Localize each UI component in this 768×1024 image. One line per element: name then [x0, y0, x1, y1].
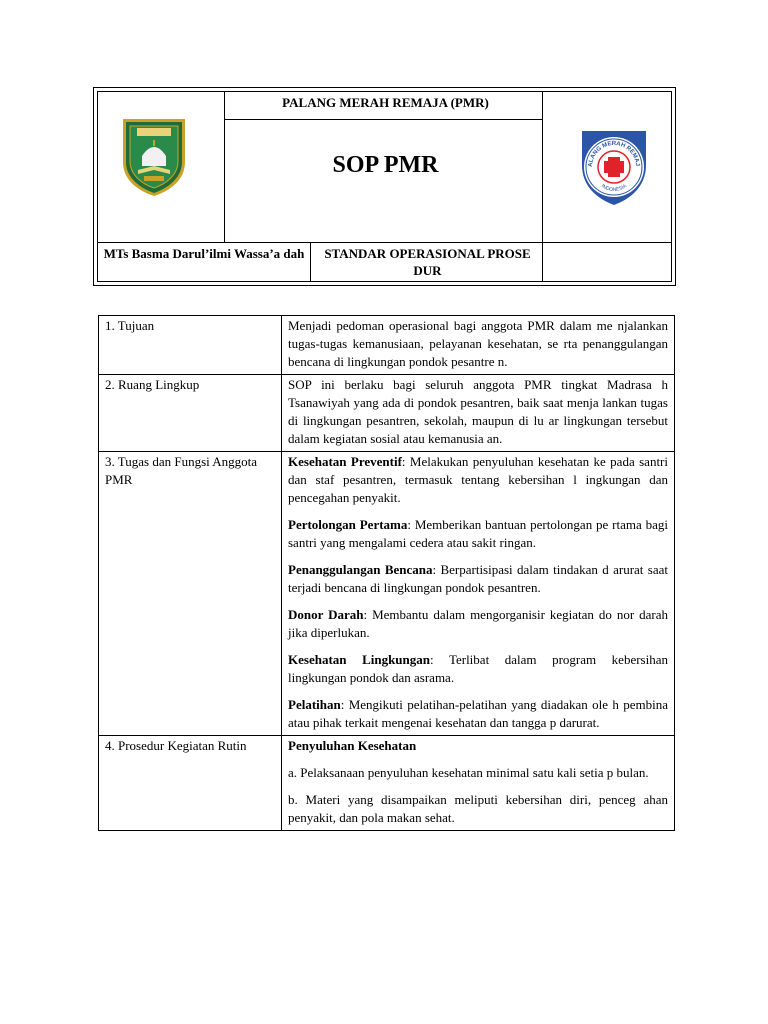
paragraph: Menjadi pedoman operasional bagi anggota PMR dalam me njalankan tugas-tugas kemanusiaan, pelayanan kesehatan, se rta penanggulangan bencana di lingkungan pondok pesantre n. — [288, 318, 668, 369]
paragraph: b. Materi yang disampaikan meliputi kebersihan diri, penceg ahan penyakit, dan pola makan sehat. — [288, 792, 668, 825]
divider — [224, 92, 225, 242]
row-label: 2. Ruang Lingkup — [99, 375, 282, 452]
table-row — [99, 736, 675, 831]
paragraph: a. Pelaksanaan penyuluhan kesehatan minimal satu kali setia p bulan. — [288, 765, 649, 780]
row-label: 4. Prosedur Kegiatan Rutin — [99, 736, 282, 831]
divider — [224, 119, 542, 120]
pmr-logo — [578, 125, 650, 207]
paragraph: Pertolongan Pertama: Memberikan bantuan pertolongan pe rtama bagi santri yang mengalami cedera atau sakit ringan. — [288, 517, 668, 550]
divider — [310, 242, 311, 281]
page-title: SOP PMR — [332, 152, 439, 178]
row-label: 3. Tugas dan Fungsi Anggota PMR — [99, 452, 282, 736]
sop-table — [98, 315, 675, 831]
school-emblem-logo — [120, 116, 188, 198]
divider — [542, 92, 543, 281]
paragraph: Penyuluhan Kesehatan — [288, 738, 417, 753]
paragraph: SOP ini berlaku bagi seluruh anggota PMR tingkat Madrasa h Tsanawiyah yang ada di pondok pesantren, baik saat menja lankan tugas di lingkungan pesantren, sekolah, maupun di lu ar lingkungan tersebut dalam kegiatan sosial atau kemanusia an. — [288, 377, 668, 446]
table-row — [99, 316, 675, 375]
paragraph: Kesehatan Preventif: Melakukan penyuluhan kesehatan ke pada santri dan staf pesantren, termasuk tentang kebersihan l ingkungan dan pencegahan penyakit. — [288, 454, 668, 505]
school-name: MTs Basma Darul’ilmi Wassa’a dah — [103, 246, 305, 261]
header-inner-border — [97, 91, 672, 282]
table-row — [99, 375, 675, 452]
pmr-logo-bottom-text: INDONESIA — [600, 183, 628, 194]
paragraph: Penanggulangan Bencana: Berpartisipasi dalam tindakan d arurat saat terjadi bencana di lingkungan pondok pesantren. — [288, 562, 668, 595]
row-content — [282, 375, 675, 452]
paragraph: Donor Darah: Membantu dalam mengorganisir kegiatan do nor darah jika diperlukan. — [288, 607, 668, 640]
divider — [98, 242, 671, 243]
paragraph: Kesehatan Lingkungan: Terlibat dalam program kebersihan lingkungan pondok dan asrama. — [288, 652, 668, 685]
header-box — [93, 87, 676, 286]
row-content — [282, 316, 675, 375]
row-content — [282, 736, 675, 831]
document-type: STANDAR OPERASIONAL PROSE DUR — [324, 246, 531, 278]
pmr-logo-ring-text: ALANG MERAH REMAJ — [587, 140, 641, 168]
row-label: 1. Tujuan — [99, 316, 282, 375]
table-row — [99, 452, 675, 736]
paragraph: Pelatihan: Mengikuti pelatihan-pelatihan yang diadakan ole h pembina atau pihak terkait mengenai kesehatan dan tangga p darurat. — [288, 697, 668, 730]
row-content — [282, 452, 675, 736]
org-title: PALANG MERAH REMAJA (PMR) — [282, 95, 489, 110]
